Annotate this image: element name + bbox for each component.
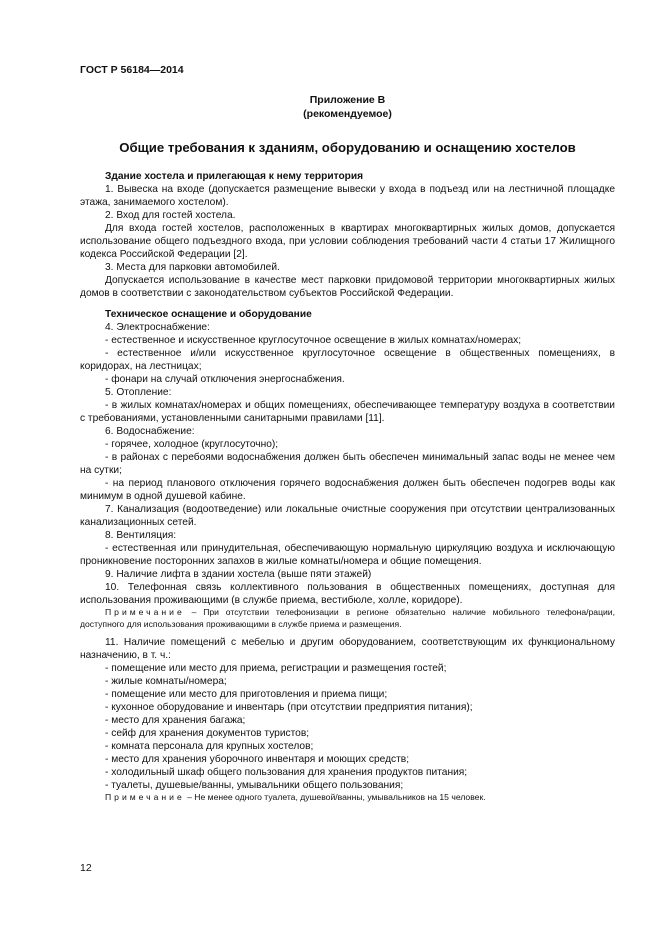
paragraph: - жилые комнаты/номера; [105, 676, 227, 687]
page-number: 12 [80, 862, 92, 874]
paragraph: - туалеты, душевые/ванны, умывальники общего пользования; [105, 780, 404, 791]
paragraph: Для входа гостей хостелов, расположенных в квартирах многоквартирных жилых домов, допускается использование общего подъездного входа, при условии соблюдения требований части 4 статьи 17 Жилищного кодекса Российской Федерации [2]. [80, 223, 615, 260]
note-text: – При отсутствии телефонизации в регионе обязательно наличие мобильного телефона/рации, доступного для использования проживающими в службе приема и размещения. [80, 607, 615, 629]
paragraph: Допускается использование в качестве мест парковки придомовой территории многоквартирных жилых домов в соответствии с законодательством субъектов Российской Федерации. [80, 275, 615, 299]
main-title: Общие требования к зданиям, оборудованию и оснащению хостелов [119, 140, 576, 155]
section-equipment [80, 308, 615, 630]
note-label: Примечание [105, 792, 185, 802]
paragraph: 1. Вывеска на входе (допускается размещение вывески у входа в подъезд или на лестничной площадке этажа, занимаемого хостелом). [80, 184, 615, 208]
paragraph: 2. Вход для гостей хостела. [105, 210, 236, 221]
paragraph: - в районах с перебоями водоснабжения должен быть обеспечен минимальный запас воды не менее чем на сутки; [80, 452, 615, 476]
section-premises [80, 636, 615, 804]
paragraph: 7. Канализация (водоотведение) или локальные очистные сооружения при отсутствии централизованных канализационных сетей. [80, 504, 615, 528]
paragraph: 11. Наличие помещений с мебелью и другим оборудованием, соответствующим их функциональному назначению, в т. ч.: [80, 637, 615, 661]
section-title: Техническое оснащение и оборудование [105, 309, 312, 320]
paragraph: 8. Вентиляция: [105, 530, 177, 541]
paragraph: - фонари на случай отключения энергоснабжения. [105, 374, 345, 385]
note-text: – Не менее одного туалета, душевой/ванны, умывальников на 15 человек. [184, 792, 486, 802]
paragraph: - место для хранения уборочного инвентаря и моющих средств; [105, 754, 410, 765]
paragraph: 6. Водоснабжение: [105, 426, 195, 437]
note [80, 792, 615, 804]
paragraph: - в жилых комнатах/номерах и общих помещениях, обеспечивающее температуру воздуха в соответствии с требованиями, установленными санитарными правилами [11]. [80, 400, 615, 424]
annex-subtitle: (рекомендуемое) [303, 108, 392, 120]
paragraph: - естественное и/или искусственное круглосуточное освещение в общественных помещениях, в коридорах, на лестницах; [80, 348, 615, 372]
annex-heading [80, 93, 615, 121]
document-page [80, 0, 615, 936]
standard-number: ГОСТ Р 56184—2014 [80, 64, 184, 76]
paragraph: - сейф для хранения документов туристов; [105, 728, 310, 739]
paragraph: - место для хранения багажа; [105, 715, 246, 726]
paragraph: - холодильный шкаф общего пользования для хранения продуктов питания; [105, 767, 468, 778]
paragraph: - естественное и искусственное круглосуточное освещение в жилых комнатах/номерах; [105, 335, 522, 346]
note-label: Примечание [105, 607, 185, 617]
paragraph: - на период планового отключения горячего водоснабжения должен быть обеспечен подогрев воды как минимум в одной душевой кабине. [80, 478, 615, 502]
section-title: Здание хостела и прилегающая к нему территория [105, 171, 364, 182]
paragraph: - комната персонала для крупных хостелов; [105, 741, 314, 752]
paragraph: 4. Электроснабжение: [105, 322, 210, 333]
paragraph: - кухонное оборудование и инвентарь (при отсутствии предприятия питания); [105, 702, 473, 713]
paragraph: - помещение или место для приема, регистрации и размещения гостей; [105, 663, 447, 674]
annex-title: Приложение В [309, 94, 386, 106]
paragraph: - горячее, холодное (круглосуточно); [105, 439, 279, 450]
paragraph: 5. Отопление: [105, 387, 172, 398]
section-building [80, 170, 615, 300]
paragraph: 9. Наличие лифта в здании хостела (выше пяти этажей) [105, 569, 372, 580]
note [80, 607, 615, 630]
paragraph: - естественная или принудительная, обеспечивающую нормальную циркуляцию воздуха и исключающую проникновение посторонних запахов в жилые комнаты/номера и общие помещения. [80, 543, 615, 567]
paragraph: 3. Места для парковки автомобилей. [105, 262, 280, 273]
paragraph: 10. Телефонная связь коллективного пользования в общественных помещениях, доступная для использования проживающими (в службе приема, вестибюле, холле, коридоре). [80, 582, 615, 606]
paragraph: - помещение или место для приготовления и приема пищи; [105, 689, 388, 700]
